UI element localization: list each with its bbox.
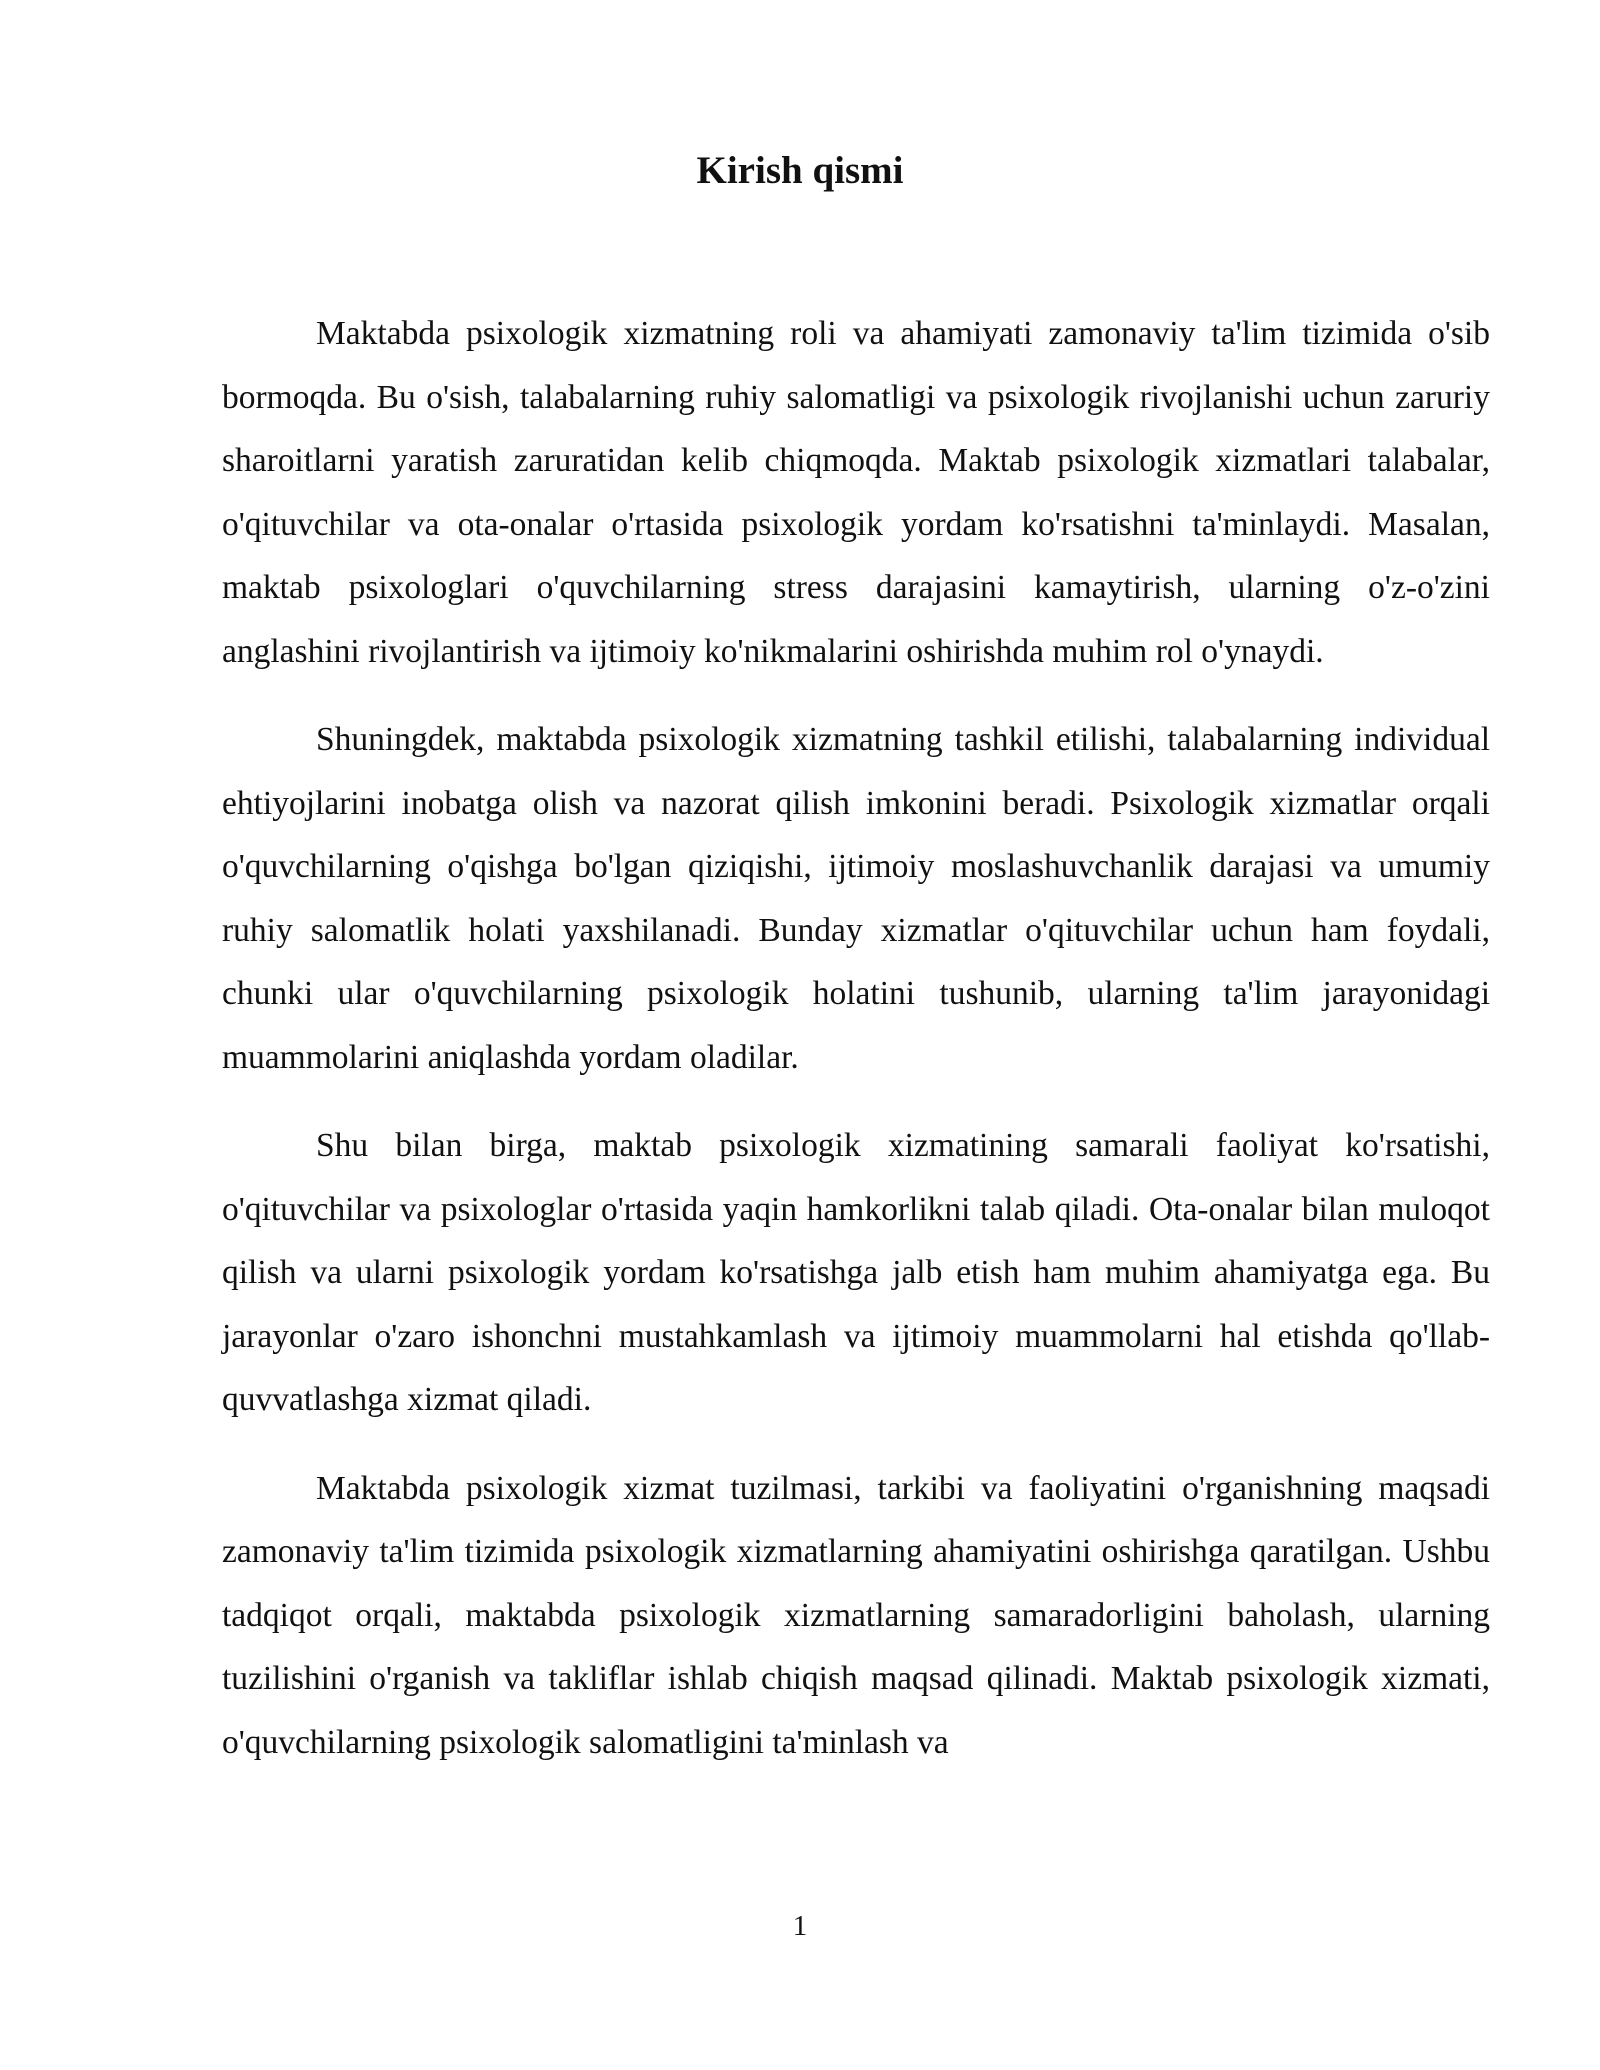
paragraph-3: Shu bilan birga, maktab psixologik xizmatining samarali faoliyat ko'rsatishi, o'qituvchilar va psixologlar o'rtasida yaqin hamkorlikni talab qiladi. Ota-onalar bilan muloqot qilish va ularni psixologik yordam ko'rsatishga jalb etish ham muhim ahamiyatga ega. Bu jarayonlar o'zaro ishonchni mustahkamlash va ijtimoiy muammolarni hal etishda qo'llab-quvvatlashga xizmat qiladi.: [222, 1127, 1490, 1418]
page-title: Kirish qismi: [696, 149, 904, 192]
paragraph-4: Maktabda psixologik xizmat tuzilmasi, tarkibi va faoliyatini o'rganishning maqsadi zamonaviy ta'lim tizimida psixologik xizmatlarning ahamiyatini oshirishga qaratilgan. Ushbu tadqiqot orqali, maktabda psixologik xizmatlarning samaradorligini baholash, ularning tuzilishini o'rganish va takliflar ishlab chiqish maqsad qilinadi. Maktab psixologik xizmati, o'quvchilarning psixologik salomatligini ta'minlash va: [222, 1469, 1490, 1761]
paragraph-1: Maktabda psixologik xizmatning roli va ahamiyati zamonaviy ta'lim tizimida o'sib bormoqda. Bu o'sish, talabalarning ruhiy salomatligi va psixologik rivojlanishi uchun zaruriy sharoitlarni yaratish zaruratidan kelib chiqmoqda. Maktab psixologik xizmatlari talabalar, o'qituvchilar va ota-onalar o'rtasida psixologik yordam ko'rsatishni ta'minlaydi. Masalan, maktab psixologlari o'quvchilarning stress darajasini kamaytirish, ularning o'z-o'zini anglashini rivojlantirish va ijtimoiy ko'nikmalarini oshirishda muhim rol o'ynaydi.: [222, 315, 1490, 670]
body-text: [222, 302, 1490, 1799]
page-number: 1: [792, 1910, 808, 1942]
paragraph-2: Shuningdek, maktabda psixologik xizmatning tashkil etilishi, talabalarning individual ehtiyojlarini inobatga olish va nazorat qilish imkonini beradi. Psixologik xizmatlar orqali o'quvchilarning o'qishga bo'lgan qiziqishi, ijtimoiy moslashuvchanlik darajasi va umumiy ruhiy salomatlik holati yaxshilanadi. Bunday xizmatlar o'qituvchilar uchun ham foydali, chunki ular o'quvchilarning psixologik holatini tushunib, ularning ta'lim jarayonidagi muammolarini aniqlashda yordam oladilar.: [222, 721, 1490, 1076]
